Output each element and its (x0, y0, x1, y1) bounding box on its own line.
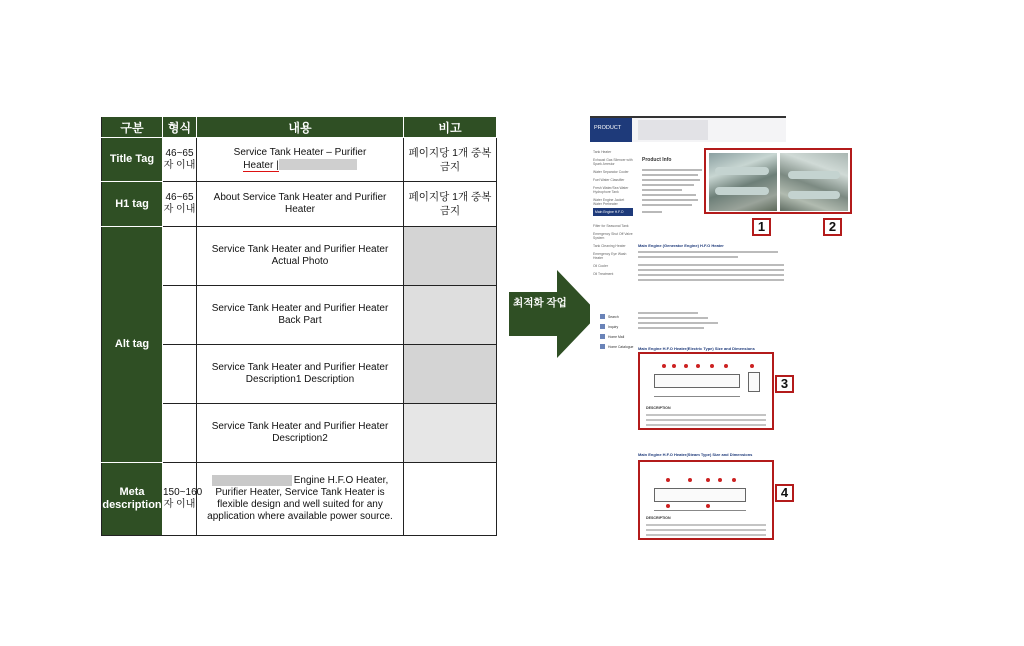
marker-dot (688, 478, 692, 482)
alt-format-empty (163, 227, 197, 286)
book-icon (600, 344, 605, 349)
sidebar-item[interactable]: Oil Cooler (593, 264, 609, 268)
heater-pipe (715, 167, 769, 175)
body-text-line (638, 256, 738, 258)
body-text-line (638, 274, 784, 276)
table-row-h1-tag (102, 182, 497, 227)
marker-4: 4 (775, 484, 794, 502)
electric-type-diagram (638, 352, 774, 430)
row-label-meta: Meta description (102, 463, 163, 536)
h1-tag-format: 46~65자 이내 (163, 182, 197, 227)
marker-dot (696, 364, 700, 368)
product-info-title: Product Info (642, 157, 672, 163)
info-text-line (642, 194, 696, 196)
table-header-row (102, 117, 497, 138)
heater-back-photo (780, 153, 848, 211)
alt-format-empty (163, 404, 197, 463)
search-icon (600, 314, 605, 319)
alt-tag-item-2: Service Tank Heater and Purifier Heater Back Part (197, 286, 404, 345)
marker-dot (750, 364, 754, 368)
heater-pipe (788, 191, 840, 199)
title-tag-format: 46~65자 이내 (163, 138, 197, 182)
dimension-line (654, 396, 740, 397)
sidebar-item[interactable]: Emergency Shut Off Valve System (593, 232, 633, 240)
alt-note-redacted-1 (404, 227, 497, 286)
product-photo-frame (704, 148, 852, 214)
sidebar-item[interactable]: Filter for Seasonal Tank (593, 224, 629, 228)
legend-line (646, 424, 766, 426)
alt-note-redacted-3 (404, 345, 497, 404)
title-tag-line2-wrap (201, 159, 399, 171)
heater-body-drawing (654, 374, 740, 388)
marker-dot (684, 364, 688, 368)
marker-1: 1 (752, 218, 771, 236)
header-content: 내용 (197, 117, 404, 138)
header-note: 비고 (404, 117, 497, 138)
h1-tag-note: 페이지당 1개 중복금지 (404, 182, 497, 227)
side-link-inquiry[interactable] (600, 324, 618, 329)
body-text-line (638, 279, 784, 281)
home-icon (600, 334, 605, 339)
meta-content (197, 463, 404, 536)
section-title-steam-type: Main Engine H.F.O Heater(Steam Type) Size and Dimensions (638, 452, 753, 457)
title-tag-content (197, 138, 404, 182)
side-link-label: Inquiry (608, 324, 619, 329)
marker-dot (666, 504, 670, 508)
row-label-title-tag: Title Tag (102, 138, 163, 182)
spec-text-line (638, 322, 718, 324)
sidebar-title: PRODUCT (590, 118, 632, 142)
mail-icon (600, 324, 605, 329)
heater-pipe (788, 171, 840, 179)
terminal-box-drawing (748, 372, 760, 392)
row-label-h1-tag: H1 tag (102, 182, 163, 227)
body-text-line (638, 251, 778, 253)
alt-format-empty (163, 286, 197, 345)
info-text-line (642, 174, 698, 176)
section-title-electric-type: Main Engine H.F.O Heater(Electric Type) Size and Dimensions (638, 346, 755, 351)
sidebar-item[interactable]: Tank Cleaning Heater (593, 244, 626, 248)
marker-dot (662, 364, 666, 368)
legend-line (646, 414, 766, 416)
sidebar-item[interactable]: Fuel Water Classifier (593, 178, 625, 182)
alt-tag-item-1: Service Tank Heater and Purifier Heater Actual Photo (197, 227, 404, 286)
body-text-line (638, 264, 784, 266)
marker-dot (710, 364, 714, 368)
optimization-label: 최적화 작업 (513, 297, 567, 309)
legend-line (646, 534, 766, 536)
spec-text-line (638, 327, 704, 329)
header-format: 형식 (163, 117, 197, 138)
sidebar-item[interactable]: Exhaust Gas Silencer with Spark Arrestor (593, 158, 633, 166)
alt-format-empty (163, 345, 197, 404)
diagram-description-label: DESCRIPTION (646, 406, 671, 410)
optimization-arrow (509, 270, 599, 358)
info-text-line (642, 204, 692, 206)
sidebar-item[interactable]: Emergency Eye Wash Heater (593, 252, 627, 260)
marker-dot (672, 364, 676, 368)
sidebar-item[interactable]: Fresh Water/Sea Water Hydrophore Tank (593, 186, 629, 194)
diagram-description-label: DESCRIPTION (646, 516, 671, 520)
marker-dot (724, 364, 728, 368)
info-text-line (642, 211, 662, 213)
sidebar-item-active[interactable]: Main Engine H.F.O (593, 208, 633, 216)
alt-tag-item-4: Service Tank Heater and Purifier Heater Description2 (197, 404, 404, 463)
legend-line (646, 529, 766, 531)
info-text-line (642, 199, 698, 201)
title-tag-line1: Service Tank Heater – Purifier (233, 147, 367, 159)
side-link-home-mall[interactable] (600, 334, 624, 339)
section-title-heater: Main Engine (Generator Engine) H.F.O Heater (638, 243, 724, 248)
info-text-line (642, 184, 694, 186)
meta-format: 150~160자 이내 (163, 463, 197, 536)
side-link-catalogue[interactable] (600, 344, 633, 349)
header-category: 구분 (102, 117, 163, 138)
redacted-brand (279, 159, 357, 170)
marker-dot (706, 504, 710, 508)
row-label-alt-tag: Alt tag (102, 227, 163, 463)
heater-body-drawing (654, 488, 746, 502)
marker-3: 3 (775, 375, 794, 393)
table-row-alt-1 (102, 227, 497, 286)
side-link-label: Home Mall (608, 334, 625, 339)
redacted-banner (638, 120, 708, 140)
marker-dot (666, 478, 670, 482)
marker-dot (706, 478, 710, 482)
sidebar-item[interactable]: Tank Heater (593, 150, 612, 154)
sidebar-item[interactable]: Water Engine Jacket Water Preheater (593, 198, 625, 206)
table-row-title-tag (102, 138, 497, 182)
info-text-line (642, 169, 702, 171)
body-text-line (638, 269, 784, 271)
seo-tag-table (101, 116, 497, 536)
meta-note-empty (404, 463, 497, 536)
heater-actual-photo (709, 153, 777, 211)
marker-dot (732, 478, 736, 482)
spec-text-line (638, 312, 698, 314)
side-link-label: Home Catalogue (608, 344, 634, 349)
legend-line (646, 524, 766, 526)
redacted-brand (212, 475, 292, 486)
info-text-line (642, 189, 682, 191)
dimension-line (654, 510, 746, 511)
meta-content-text: Engine H.F.O Heater, Purifier Heater, Service Tank Heater is flexible design and well suited for any application where available power source. (207, 475, 393, 523)
alt-note-redacted-2 (404, 286, 497, 345)
marker-2: 2 (823, 218, 842, 236)
table-row-meta (102, 463, 497, 536)
legend-line (646, 419, 766, 421)
info-text-line (642, 179, 700, 181)
sidebar-item[interactable]: Water Separator Cooler (593, 170, 629, 174)
side-link-search[interactable] (600, 314, 619, 319)
alt-tag-item-3: Service Tank Heater and Purifier Heater Description1 Description (197, 345, 404, 404)
alt-note-redacted-4 (404, 404, 497, 463)
title-tag-note: 페이지당 1개 중복금지 (404, 138, 497, 182)
sidebar-item[interactable]: Oil Treatment (593, 272, 614, 276)
side-link-label: Search (608, 314, 619, 319)
spec-text-line (638, 317, 708, 319)
marker-dot (718, 478, 722, 482)
steam-type-diagram (638, 460, 774, 540)
title-tag-line2: Heater | (243, 159, 279, 171)
heater-pipe (715, 187, 769, 195)
h1-tag-content: About Service Tank Heater and Purifier Heater (197, 182, 404, 227)
